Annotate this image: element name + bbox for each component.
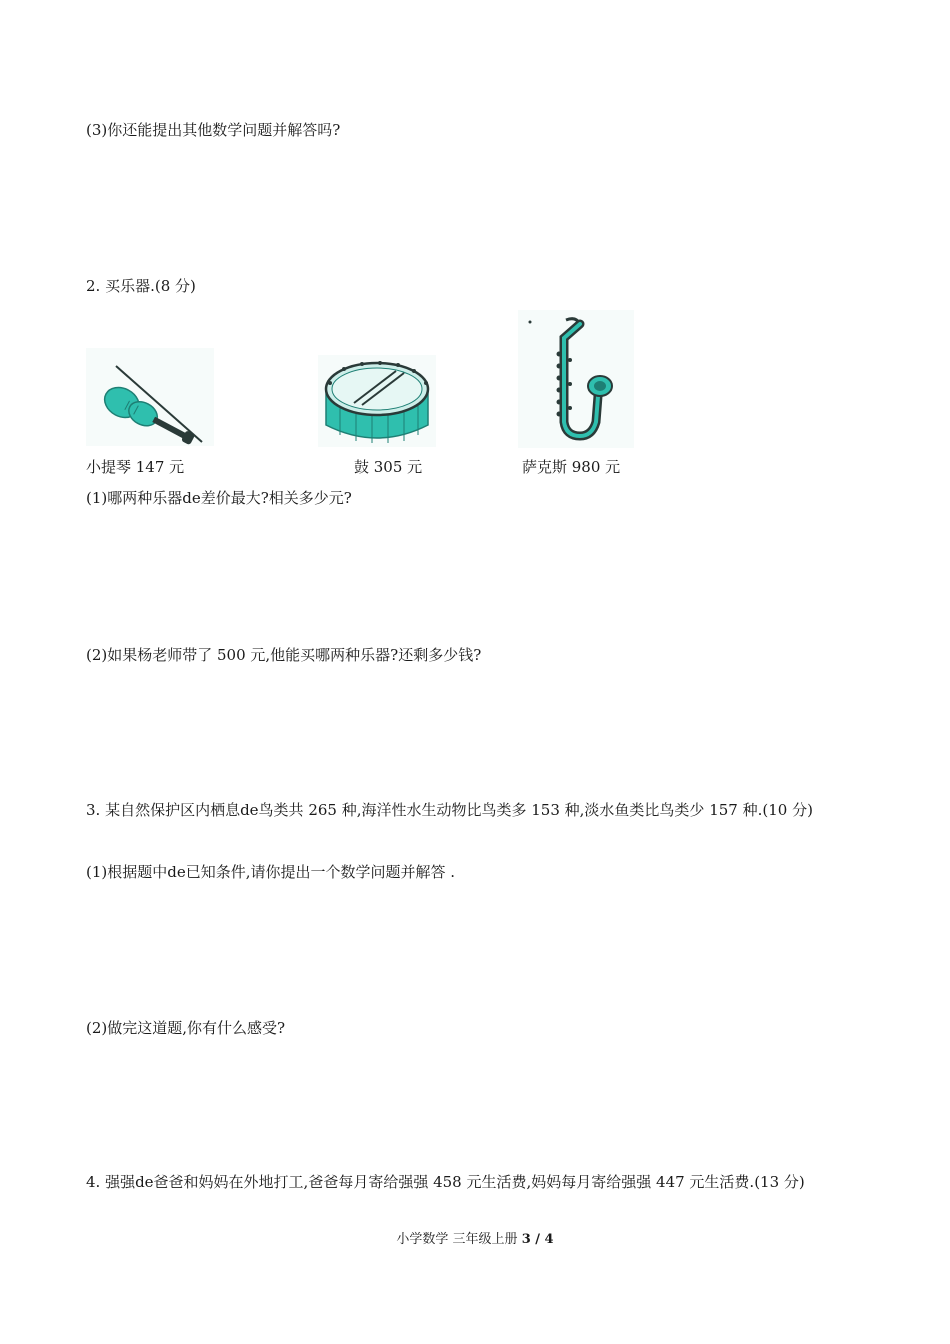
q3-part1: (1)根据题中de已知条件,请你提出一个数学问题并解答 . <box>86 863 456 881</box>
footer-page-number: 3 / 4 <box>521 1232 554 1247</box>
q2-title: 2. 买乐器.(8 分) <box>86 277 196 295</box>
q3-text: 3. 某自然保护区内栖息de鸟类共 265 种,海洋性水生动物比鸟类多 153 种,淡水鱼类比鸟类少 157 种.(10 分) <box>86 801 813 819</box>
q4-text: 4. 强强de爸爸和妈妈在外地打工,爸爸每月寄给强强 458 元生活费,妈妈每月寄给强强 447 元生活费.(13 分) <box>86 1173 805 1191</box>
q1-part3: (3)你还能提出其他数学问题并解答吗? <box>86 121 341 139</box>
drum-icon <box>318 355 436 447</box>
page-footer <box>0 1228 950 1247</box>
saxophone-icon <box>518 310 634 448</box>
q2-part2: (2)如果杨老师带了 500 元,他能买哪两种乐器?还剩多少钱? <box>86 646 482 664</box>
q2-part1: (1)哪两种乐器de差价最大?相关多少元? <box>86 489 352 507</box>
violin-icon <box>86 348 214 446</box>
footer-subject: 小学数学 三年级上册 <box>396 1232 518 1247</box>
saxophone-caption: 萨克斯 980 元 <box>522 458 621 476</box>
drum-caption: 鼓 305 元 <box>354 458 423 476</box>
violin-caption: 小提琴 147 元 <box>86 458 185 476</box>
q3-part2: (2)做完这道题,你有什么感受? <box>86 1019 286 1037</box>
